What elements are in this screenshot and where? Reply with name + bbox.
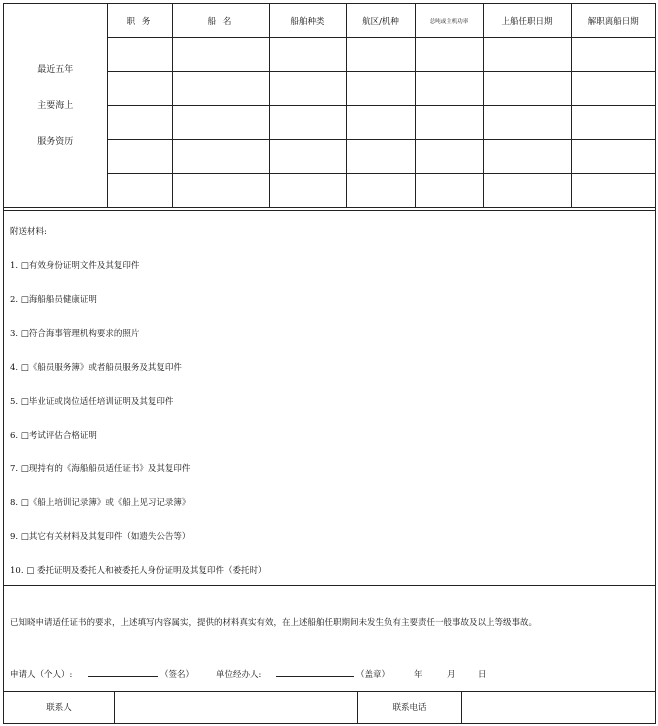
attachments-section (4, 210, 655, 585)
table-cell[interactable] (415, 106, 483, 140)
attachments-title: 附送材料: (10, 227, 47, 237)
table-header-row (4, 4, 655, 38)
table-cell[interactable] (483, 72, 571, 106)
table-cell[interactable] (269, 106, 346, 140)
contact-section (4, 691, 655, 723)
table-cell[interactable] (107, 72, 172, 106)
header-boarding-date: 上船任职日期 (483, 4, 571, 38)
table-cell[interactable] (483, 38, 571, 72)
attachment-item[interactable]: 1. □有效身份证明文件及其复印件 (10, 261, 140, 271)
applicant-signature-field[interactable] (88, 666, 158, 677)
date-month-label: 月 (447, 670, 456, 680)
attachment-item[interactable]: 4. □《船员服务簿》或者船员服务及其复印件 (10, 363, 182, 373)
header-tonnage-power: 总吨或主机功率 (415, 4, 483, 38)
header-position: 职 务 (107, 4, 172, 38)
agent-signature-field[interactable] (276, 666, 354, 677)
service-history-table (4, 4, 655, 208)
seal-note: （盖章） (356, 670, 391, 680)
row-label-line: 服务资历 (37, 136, 74, 147)
table-cell[interactable] (107, 174, 172, 208)
table-cell[interactable] (346, 140, 415, 174)
table-cell[interactable] (571, 72, 655, 106)
date-day-label: 日 (478, 670, 487, 680)
table-cell[interactable] (269, 140, 346, 174)
table-cell[interactable] (346, 174, 415, 208)
attachment-item[interactable]: 5. □毕业证或岗位适任培训证明及其复印件 (10, 397, 174, 407)
table-cell[interactable] (346, 72, 415, 106)
attachment-item[interactable]: 7. □现持有的《海船船员适任证书》及其复印件 (10, 464, 191, 474)
contact-person-label: 联系人 (46, 703, 72, 713)
applicant-label: 申请人（个人）: (10, 670, 73, 680)
service-history-label (4, 4, 107, 208)
attachment-item[interactable]: 2. □海船船员健康证明 (10, 295, 97, 305)
table-cell[interactable] (483, 174, 571, 208)
agent-label: 单位经办人: (216, 670, 262, 680)
table-cell[interactable] (172, 140, 269, 174)
attachment-item[interactable]: 8. □《船上培训记录簿》或《船上见习记录簿》 (10, 498, 191, 508)
table-cell[interactable] (269, 174, 346, 208)
table-cell[interactable] (571, 140, 655, 174)
header-leaving-date: 解职离船日期 (571, 4, 655, 38)
table-cell[interactable] (346, 106, 415, 140)
table-cell[interactable] (107, 140, 172, 174)
declaration-section (4, 585, 655, 691)
table-cell[interactable] (346, 38, 415, 72)
signature-note: （签名） (160, 670, 195, 680)
table-cell[interactable] (571, 106, 655, 140)
table-cell[interactable] (172, 174, 269, 208)
attachment-item[interactable]: 9. □其它有关材料及其复印件（如遗失公告等） (10, 532, 191, 542)
attachment-item[interactable]: 6. □考试评估合格证明 (10, 431, 97, 441)
contact-person-field[interactable] (115, 692, 357, 724)
attachment-item[interactable]: 10. □ 委托证明及委托人和被委托人身份证明及其复印件（委托时） (10, 566, 267, 576)
table-cell[interactable] (415, 38, 483, 72)
row-label-line: 最近五年 (37, 64, 74, 75)
date-year-label: 年 (414, 670, 423, 680)
attachment-item[interactable]: 3. □符合海事管理机构要求的照片 (10, 329, 140, 339)
application-form (3, 3, 656, 724)
table-cell[interactable] (172, 72, 269, 106)
table-cell[interactable] (571, 38, 655, 72)
table-cell[interactable] (483, 106, 571, 140)
table-cell[interactable] (107, 38, 172, 72)
contact-phone-label: 联系电话 (392, 703, 427, 713)
table-cell[interactable] (172, 38, 269, 72)
row-label-line: 主要海上 (37, 100, 74, 111)
table-cell[interactable] (172, 106, 269, 140)
declaration-statement: 已知晓申请适任证书的要求，上述填写内容属实，提供的材料真实有效，在上述船舶任职期间未发生负有主要责任一般事故及以上等级事故。 (10, 618, 538, 628)
table-cell[interactable] (571, 174, 655, 208)
header-navigation-area: 航区/机种 (346, 4, 415, 38)
table-cell[interactable] (269, 72, 346, 106)
table-cell[interactable] (107, 106, 172, 140)
table-cell[interactable] (415, 72, 483, 106)
table-cell[interactable] (483, 140, 571, 174)
table-cell[interactable] (415, 140, 483, 174)
header-ship-type: 船舶种类 (269, 4, 346, 38)
contact-phone-field[interactable] (462, 692, 655, 724)
table-cell[interactable] (415, 174, 483, 208)
header-ship-name: 船 名 (172, 4, 269, 38)
table-cell[interactable] (269, 38, 346, 72)
